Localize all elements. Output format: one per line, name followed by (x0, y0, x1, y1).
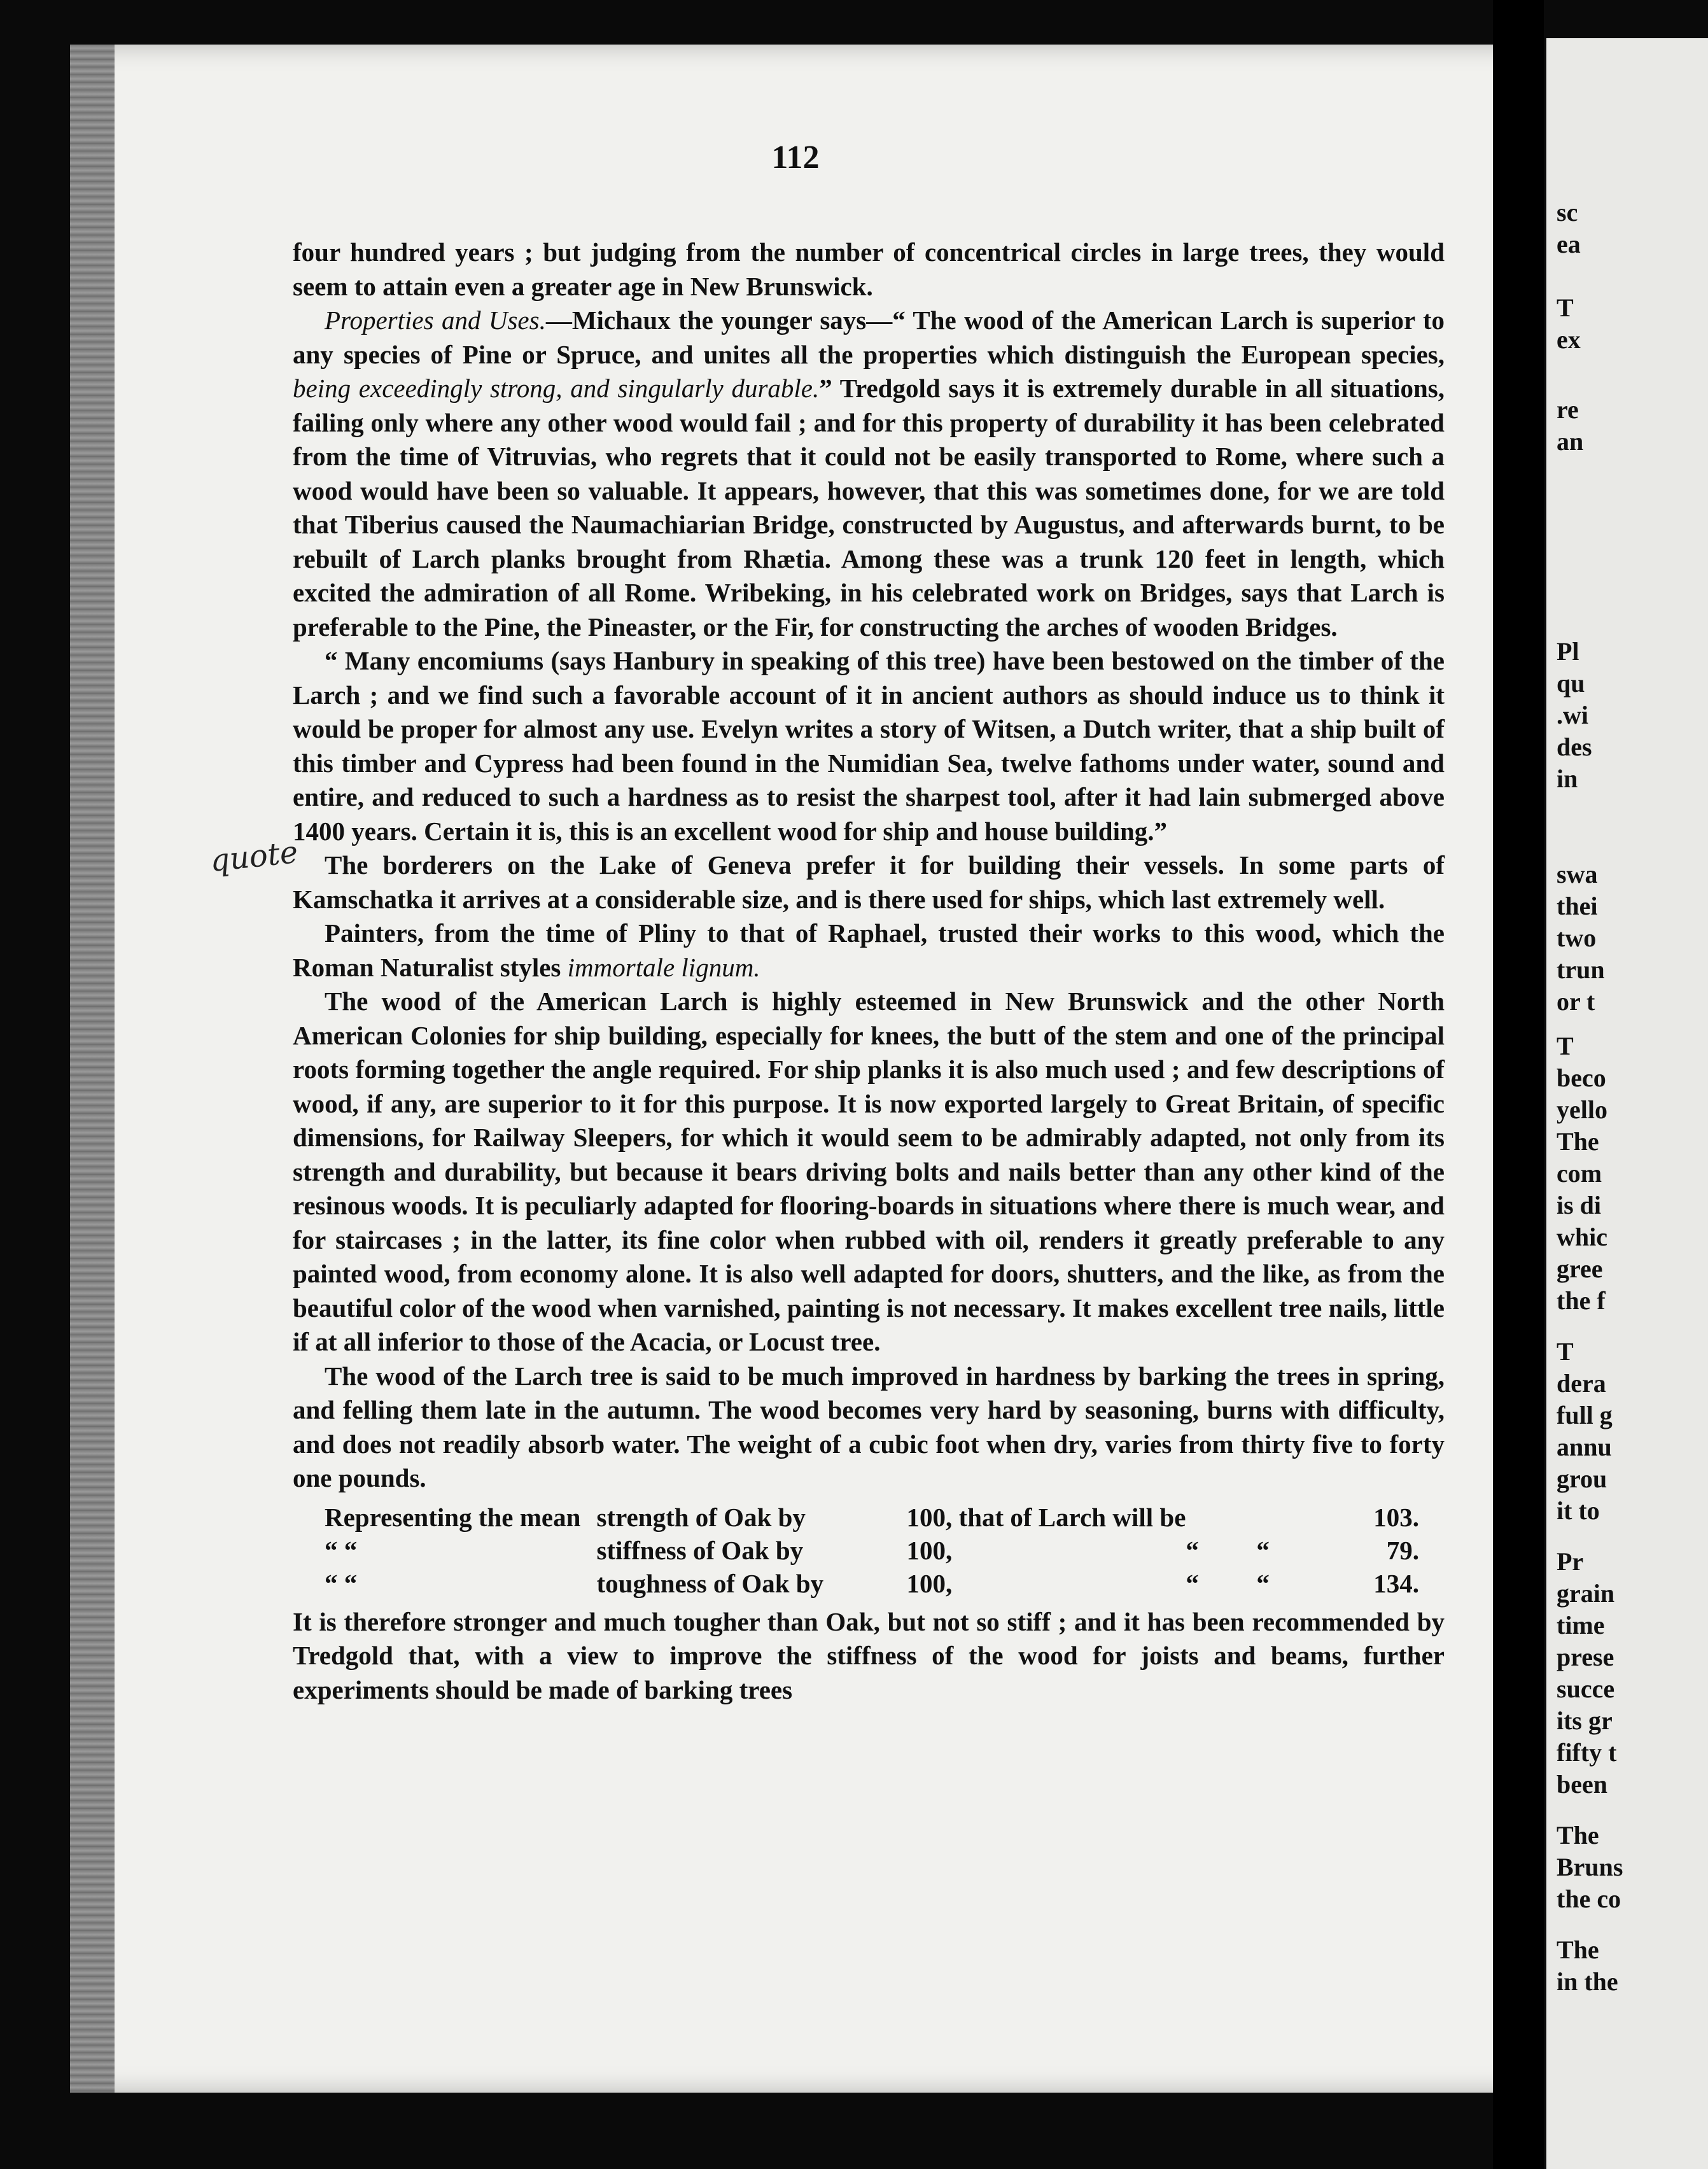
facing-page-text: annu (1557, 1433, 1612, 1461)
strength-cell: 100, (906, 1535, 953, 1565)
facing-page-text: two (1557, 923, 1597, 952)
strength-row (293, 1567, 1445, 1600)
facing-page-text: Pr (1557, 1547, 1584, 1576)
strength-cell: stiffness of Oak by (596, 1535, 804, 1565)
facing-page-text: qu (1557, 669, 1585, 698)
paragraph: Properties and Uses.—Michaux the younger says—“ The wood of the American Larch is superior to any species of Pine or Spruce, and unites all the properties which distinguish the European species, being exceedingly strong, and singularly durable.” Tredgold says it is extremely durable in all situations, failing only where any other wood would fail ; and for this property of durability it has been celebrated from the time of Vitruvias, who regrets that it could not be easily transported to Rome, where such a wood would have been so valuable. It appears, however, that this was sometimes done, for we are told that Tiberius caused the Naumachiarian Bridge, constructed by Augustus, and afterwards burnt, to be rebuilt of Larch planks brought from Rhætia. Among these was a trunk 120 feet in length, which excited the admiration of all Rome. Wribeking, in his celebrated work on Bridges, says that Larch is preferable to the Pine, the Pineaster, or the Fir, for constructing the arches of wooden Bridges. (293, 305, 1445, 642)
facing-page-text: yello (1557, 1095, 1607, 1124)
handwritten-margin-note: quote (208, 834, 300, 880)
facing-page-text: sc (1557, 198, 1578, 227)
facing-page-text: Pl (1557, 637, 1579, 666)
facing-page-text: The (1557, 1821, 1599, 1850)
facing-page-text: the f (1557, 1286, 1606, 1315)
facing-page-text: dera (1557, 1369, 1606, 1398)
facing-page-text: grain (1557, 1579, 1615, 1608)
facing-page-text: in (1557, 764, 1578, 793)
facing-page-text: prese (1557, 1643, 1614, 1671)
italic-phrase: being exceedingly strong, and singularly durable. (293, 374, 820, 403)
facing-page-text: fifty t (1557, 1738, 1617, 1767)
body-text (293, 235, 1445, 1707)
paragraph-text: Michaux the younger says—“ The wood of the American Larch is superior to any species of Pine or Spruce, and unites all the properties which distinguish the European species, (293, 305, 1445, 369)
strength-cell: strength of Oak by (596, 1502, 806, 1532)
strength-cell: “ (1256, 1568, 1270, 1598)
facing-page-text: grou (1557, 1464, 1607, 1493)
facing-page-fragment (1546, 38, 1708, 2169)
facing-page-text: T (1557, 1337, 1574, 1366)
facing-page-text: T (1557, 1032, 1574, 1060)
facing-page-text: .wi (1557, 701, 1588, 729)
strength-cell: “ “ (325, 1568, 358, 1598)
italic-heading: Properties and Uses. (325, 305, 546, 335)
paragraph: The borderers on the Lake of Geneva prefer it for building their vessels. In some parts of Kamschatka it arrives at a considerable size, and is there used for ships, which last extremely well. (293, 850, 1445, 914)
strength-cell: “ (1256, 1535, 1270, 1565)
paragraph-text: Painters, from the time of Pliny to that of Raphael, trusted their works to this wood, which the Roman Naturalist styles (293, 918, 1445, 982)
facing-page-text: ea (1557, 230, 1581, 258)
facing-page-text: its gr (1557, 1706, 1613, 1735)
strength-cell: toughness of Oak by (596, 1568, 824, 1598)
strength-cell: 103. (1373, 1502, 1419, 1532)
facing-page-text: full g (1557, 1401, 1613, 1429)
paragraph: The wood of the American Larch is highly esteemed in New Brunswick and the other North American Colonies for ship building, especially for knees, the butt of the stem and one of the principal roots forming together the angle required. For ship planks it is also much used ; and few descriptions of wood, if any, are superior to it for this purpose. It is now exported largely to Great Britain, of specific dimensions, for Railway Sleepers, for which it would seem to be admirably adapted, not only from its strength and durability, but because it bears driving bolts and nails better than any other kind of the resinous woods. It is peculiarly adapted for flooring-boards in situations where there is much wear, and for staircases ; in the latter, its fine color when rubbed with oil, renders it greatly preferable to any painted wood, from economy alone. It is also well adapted for doors, shutters, and the like, as from the beautiful color of the wood when varnished, painting is not necessary. It makes excellent tree nails, little if at all inferior to those of the Acacia, or Locust tree. (293, 986, 1445, 1356)
page-number: 112 (771, 139, 820, 176)
book-gutter (1493, 0, 1544, 2169)
strength-cell: “ “ (325, 1535, 358, 1565)
facing-page-text: in the (1557, 1967, 1618, 1996)
strength-cell: “ (1186, 1568, 1199, 1598)
facing-page-text: The (1557, 1935, 1599, 1964)
page-edge (70, 45, 115, 2093)
strength-row (293, 1534, 1445, 1567)
paragraph: four hundred years ; but judging from the number of concentrical circles in large trees, they would seem to attain even a greater age in New Brunswick. (293, 237, 1445, 301)
strength-cell (1186, 1501, 1256, 1534)
facing-page-text: whic (1557, 1223, 1607, 1251)
strength-cell: 100, that of Larch will be (906, 1502, 1186, 1532)
facing-page-text: trun (1557, 955, 1605, 984)
strength-cell: “ (1186, 1535, 1199, 1565)
facing-page-text: the co (1557, 1885, 1621, 1913)
facing-page-text: ex (1557, 325, 1581, 354)
paragraph (293, 916, 1445, 985)
facing-page-text: thei (1557, 892, 1598, 920)
paragraph: It is therefore stronger and much tougher than Oak, but not so stiff ; and it has been recommended by Tredgold that, with a view to improve the stiffness of the wood for joists and beams, further experiments should be made of barking trees (293, 1606, 1445, 1704)
facing-page-text: gree (1557, 1254, 1603, 1283)
strength-row (293, 1501, 1445, 1534)
facing-page-text: Bruns (1557, 1853, 1623, 1881)
facing-page-text: been (1557, 1770, 1607, 1799)
strength-cell: 100, (906, 1568, 953, 1598)
facing-page-text: time (1557, 1611, 1605, 1639)
facing-page-text: swa (1557, 860, 1598, 888)
facing-page-text: it to (1557, 1496, 1600, 1525)
facing-page-text: re (1557, 395, 1579, 424)
italic-phrase: immortale lignum. (567, 952, 760, 982)
facing-page-text: T (1557, 293, 1574, 322)
facing-page-text: com (1557, 1159, 1602, 1188)
paragraph: The wood of the Larch tree is said to be much improved in hardness by barking the trees in spring, and felling them late in the autumn. The wood becomes very hard by seasoning, burns with difficulty, and does not readily absorb water. The weight of a cubic foot when dry, varies from thirty five to forty one pounds. (293, 1361, 1445, 1492)
strength-cell: 134. (1373, 1568, 1419, 1598)
facing-page-text: beco (1557, 1063, 1606, 1092)
facing-page-text: or t (1557, 987, 1595, 1016)
facing-page-text: succe (1557, 1674, 1615, 1703)
strength-cell: 79. (1386, 1535, 1419, 1565)
facing-page-text: des (1557, 733, 1592, 761)
paragraph: “ Many encomiums (says Hanbury in speaking of this tree) have been bestowed on the timber of the Larch ; and we find such a favorable account of it in ancient authors as should induce us to think it would be proper for almost any use. Evelyn writes a story of Witsen, a Dutch writer, that a ship built of this timber and Cypress had been found in the Numidian Sea, twelve fathoms under water, sound and entire, and reduced to such a hardness as to resist the sharpest tool, after it had lain submerged above 1400 years. Certain it is, this is an excellent wood for ship and house building.” (293, 646, 1445, 846)
facing-page-text: The (1557, 1127, 1599, 1156)
facing-page-text: is di (1557, 1191, 1602, 1219)
book-page (70, 45, 1521, 2093)
facing-page-text: an (1557, 427, 1584, 456)
paragraph-text: ” Tredgold says it is extremely durable in all situations, failing only where any other wood would fail ; and for this property of durability it has been celebrated from the time of Vitruvias, who regrets that it could not be easily transported to Rome, where such a wood would have been so valuable. It appears, however, that this was sometimes done, for we are told that Tiberius caused the Naumachiarian Bridge, constructed by Augustus, and afterwards burnt, to be rebuilt of Larch planks brought from Rhætia. Among these was a trunk 120 feet in length, which excited the admiration of all Rome. Wribeking, in his celebrated work on Bridges, says that Larch is preferable to the Pine, the Pineaster, or the Fir, for constructing the arches of wooden Bridges. (293, 374, 1445, 642)
strength-cell: Representing the mean (325, 1502, 581, 1532)
strength-cell (1256, 1501, 1373, 1534)
strength-table (293, 1501, 1445, 1600)
